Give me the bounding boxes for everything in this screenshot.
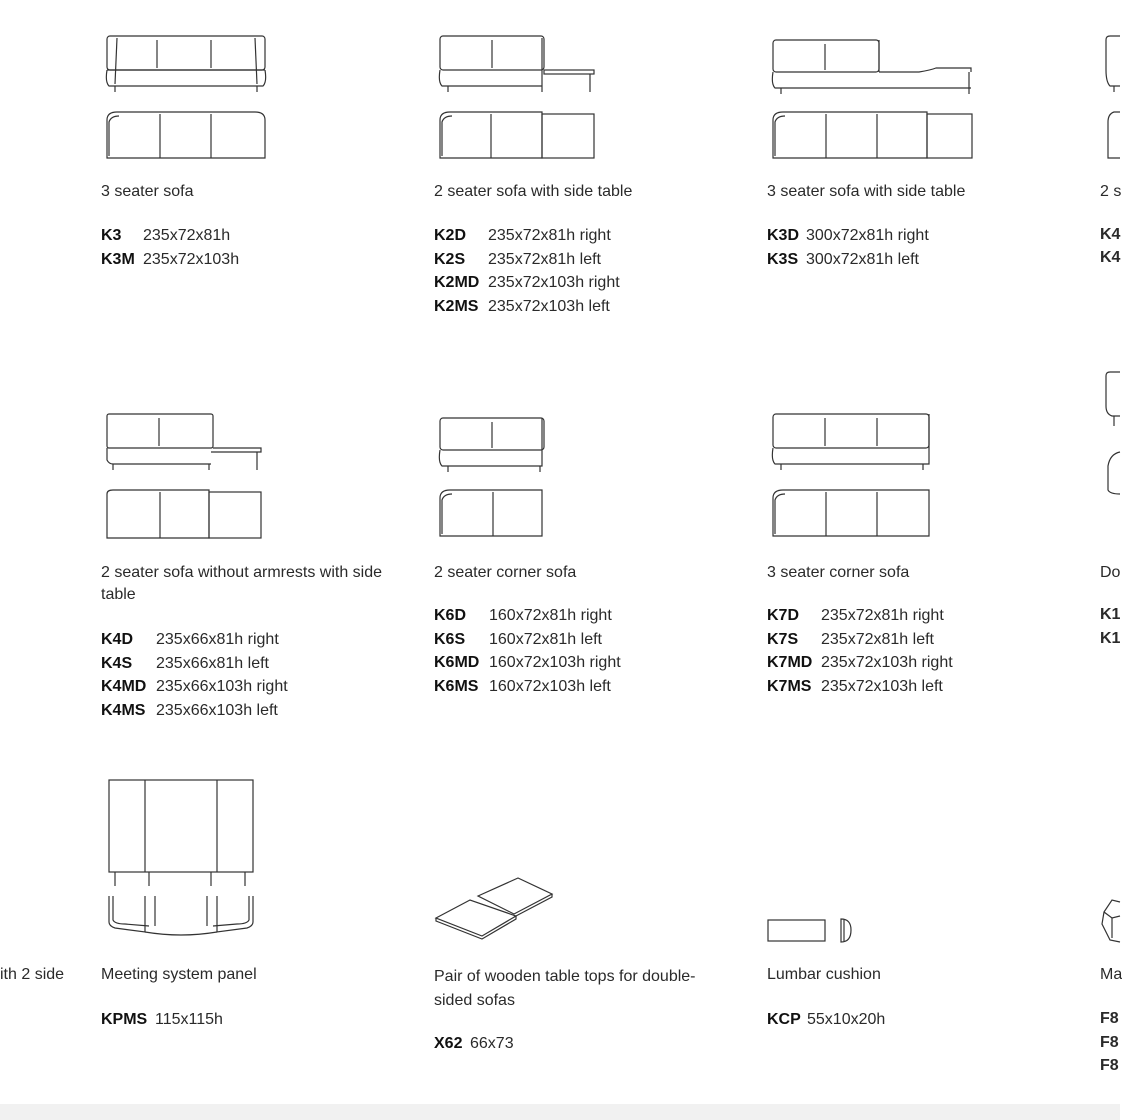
- code-row: K7S 235x72x81h left: [767, 630, 934, 648]
- product-description: Do: [1100, 564, 1121, 581]
- bottom-bar: [0, 1104, 1120, 1120]
- product-description: Lumbar cushion: [767, 966, 881, 983]
- product-description: 2 seater corner sofa: [434, 564, 577, 581]
- code-row: K3 235x72x81h: [101, 227, 231, 244]
- sofa-drawing: [438, 34, 598, 164]
- sofa-drawing: [438, 416, 550, 542]
- product-code-list: [434, 604, 621, 698]
- magazine-rack-drawing: [1100, 898, 1120, 946]
- product-code-list: [101, 628, 288, 722]
- code-row: K3S 300x72x81h left: [767, 250, 919, 268]
- sofa-drawing: [1104, 370, 1120, 500]
- code-row: K4S 235x66x81h left: [101, 654, 269, 672]
- product-code-list: [434, 224, 620, 318]
- code-row: K7MS 235x72x103h left: [767, 677, 943, 695]
- code-row: K6S 160x72x81h left: [434, 630, 602, 648]
- product-code-list: [767, 1008, 885, 1032]
- product-description: 2 seater sofa without armrests with side table: [101, 564, 383, 603]
- product-description: 2 seater sofa with side table: [434, 183, 633, 200]
- code-row: K3M 235x72x103h: [101, 250, 240, 268]
- product-code-list: [101, 224, 239, 271]
- sofa-drawing: [1104, 34, 1120, 164]
- sofa-drawing: [771, 38, 976, 164]
- product-description: Ma: [1100, 966, 1122, 983]
- code-row: K2MS 235x72x103h left: [434, 297, 610, 315]
- cushion-drawing: [767, 918, 857, 946]
- product-code: K4: [1100, 226, 1121, 243]
- sofa-drawing: [771, 412, 936, 542]
- code-row: K4D 235x66x81h right: [101, 631, 279, 648]
- product-code-list: [434, 1032, 514, 1056]
- product-description-partial: ith 2 side: [0, 966, 65, 983]
- code-row: K7D 235x72x81h right: [767, 607, 944, 624]
- product-description: 3 seater corner sofa: [767, 564, 910, 581]
- code-row: K4MD 235x66x103h right: [101, 678, 288, 695]
- table-tops-drawing: [434, 876, 558, 948]
- product-description: Pair of wooden table tops for double-sided sofas: [434, 968, 696, 1009]
- code-row: X62 66x73: [434, 1035, 514, 1052]
- code-row: K6MD 160x72x103h right: [434, 654, 621, 671]
- product-code: K4: [1100, 249, 1121, 266]
- product-description: 2 s: [1100, 183, 1122, 200]
- code-row: K2D 235x72x81h right: [434, 227, 611, 244]
- code-row: K2S 235x72x81h left: [434, 250, 601, 268]
- product-code: K1: [1100, 606, 1121, 623]
- sofa-drawing: [105, 412, 270, 542]
- code-row: KPMS 115x115h: [101, 1011, 223, 1028]
- panel-drawing: [105, 776, 260, 948]
- sofa-drawing: [105, 34, 270, 164]
- code-row: K7MD 235x72x103h right: [767, 654, 953, 671]
- code-row: K6D 160x72x81h right: [434, 607, 612, 624]
- product-code-list: [101, 1008, 223, 1032]
- product-code: K1: [1100, 630, 1121, 647]
- code-row: K2MD 235x72x103h right: [434, 274, 620, 291]
- product-code: F8: [1100, 1010, 1119, 1027]
- code-row: KCP 55x10x20h: [767, 1011, 886, 1028]
- product-description: 3 seater sofa: [101, 183, 194, 200]
- code-row: K4MS 235x66x103h left: [101, 701, 278, 719]
- product-code: F8: [1100, 1034, 1119, 1051]
- product-description: Meeting system panel: [101, 966, 257, 983]
- product-code-list: [767, 604, 953, 698]
- product-code: F8: [1100, 1057, 1119, 1074]
- code-row: K3D 300x72x81h right: [767, 227, 929, 244]
- product-code-list: [767, 224, 929, 271]
- product-description: 3 seater sofa with side table: [767, 183, 966, 200]
- code-row: K6MS 160x72x103h left: [434, 677, 611, 695]
